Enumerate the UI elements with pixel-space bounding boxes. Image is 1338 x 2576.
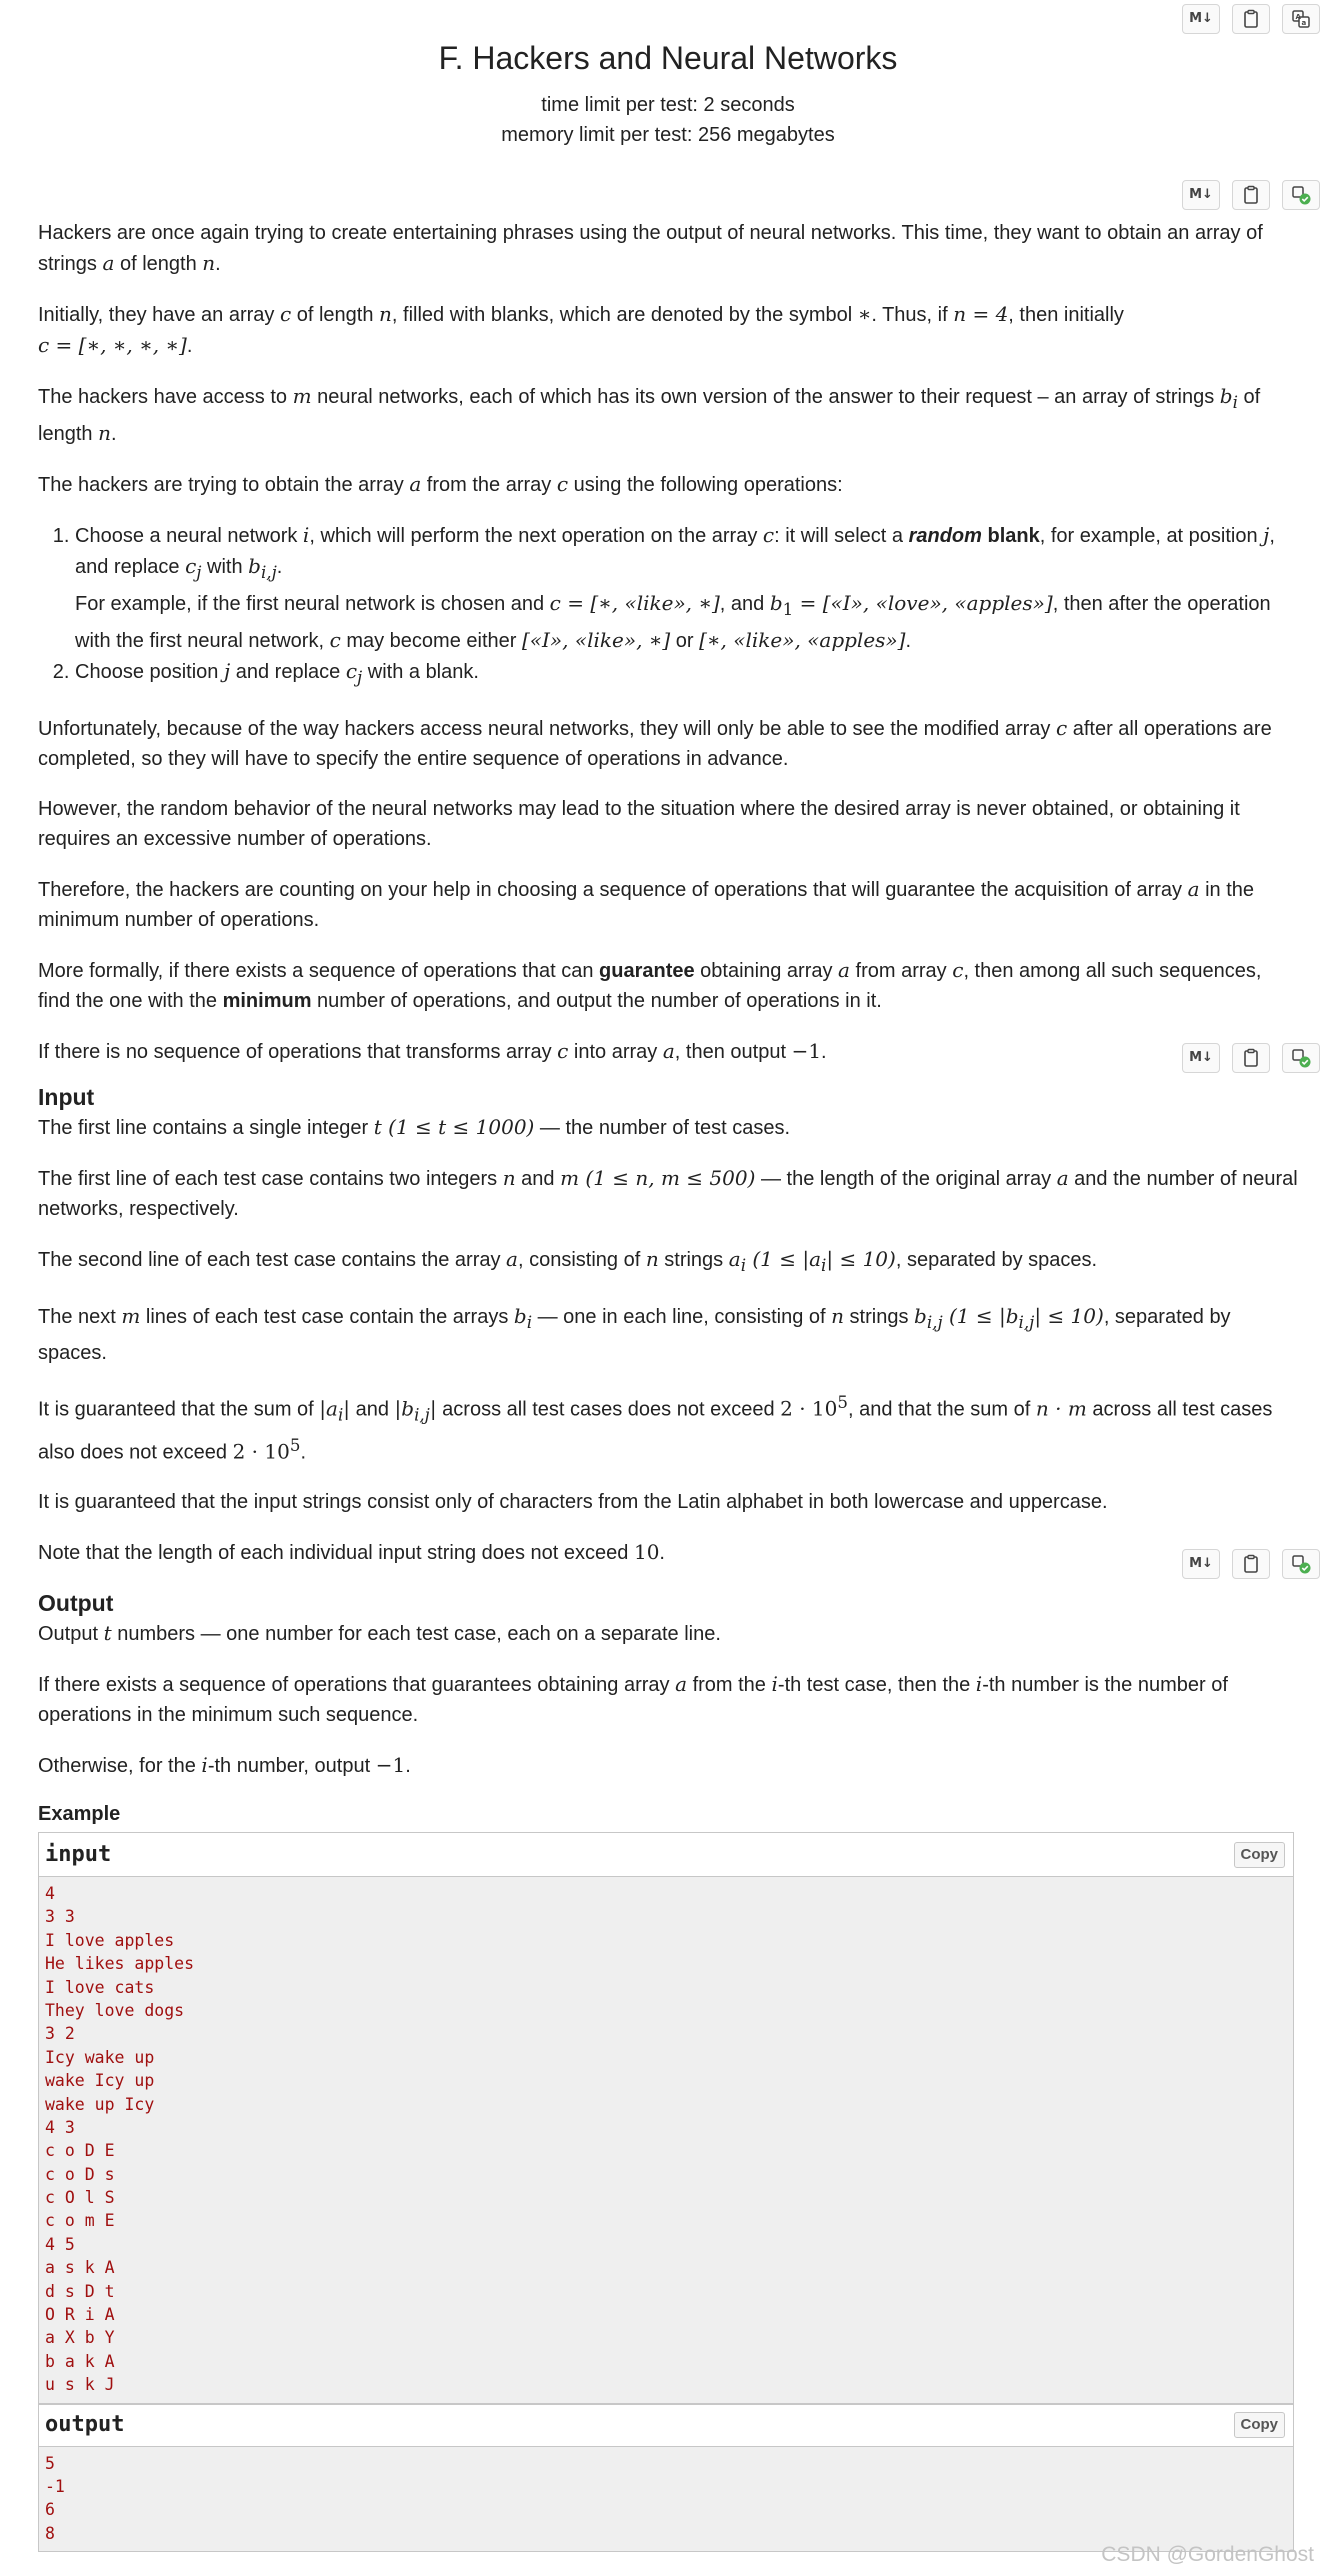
clipboard-icon [1241,185,1261,205]
input-line: a X b Y [45,2328,115,2348]
statement-paragraph: Unfortunately, because of the way hackers access neural networks, they will only be able to see the modified array c after all operations are completed, so they will have to specify the entire sequence of operations in advance. [38,716,1272,770]
output-line: -1 [45,2476,65,2496]
input-toolbar [1182,1043,1320,1073]
problem-title: F. Hackers and Neural Networks [438,40,898,76]
input-paragraph: Note that the length of each individual input string does not exceed 10. [38,1540,665,1565]
operations-list [38,520,1298,693]
input-line: wake Icy up [45,2071,155,2091]
input-line: c o D s [45,2164,115,2184]
output-header [39,2403,1293,2447]
example-section [38,1800,1294,2552]
output-toolbar [1182,1549,1320,1579]
input-line: I love apples [45,1930,175,1950]
time-limit: time limit per test: 2 seconds [541,94,795,116]
input-line: c o m E [45,2211,115,2231]
input-header [39,1833,1293,1877]
example-title: Example [38,1803,121,1825]
input-line: c O l S [45,2188,115,2208]
input-line: 4 5 [45,2234,75,2254]
clipboard-icon [1241,1048,1261,1068]
example-box [38,1832,1294,2552]
output-paragraph: If there exists a sequence of operations that guarantees obtaining array a from the i-th test case, then the i-th number is the number of operations in the minimum such sequence. [38,1672,1228,1726]
svg-text:a: a [1301,19,1307,27]
copy-input-button[interactable]: Copy [1234,1842,1286,1868]
svg-text:A: A [1295,13,1301,21]
clipboard-icon [1241,1554,1261,1574]
input-line: u s k J [45,2375,115,2395]
markdown-button[interactable] [1182,1043,1220,1073]
statement-paragraph: Hackers are once again trying to create entertaining phrases using the output of neural networks. This time, they want to obtain an array of strings a of length n. [38,222,1263,275]
input-line: He likes apples [45,1954,195,1974]
markdown-button[interactable] [1182,180,1220,210]
input-line: wake up Icy [45,2094,155,2114]
statement-paragraph: The hackers have access to m neural networks, each of which has its own version of the answer to their request – an array of strings $b_i$ of length n. [38,384,1261,445]
sample-output[interactable] [39,2447,1293,2552]
input-line: They love dogs [45,2000,185,2020]
output-line: 8 [45,2523,55,2543]
input-line: 4 [45,1884,55,1903]
copy-clipboard-button[interactable] [1232,180,1270,210]
input-label: input [45,1841,112,1867]
translated-check-icon [1291,1554,1311,1574]
statement-paragraph: More formally, if there exists a sequence of operations that can guarantee obtaining array a from array c, then among all such sequences, find the one with the minimum number of operations, and output the number of operations in it. [38,958,1262,1012]
memory-limit: memory limit per test: 256 megabytes [501,124,835,146]
input-line: c o D E [45,2141,115,2161]
copy-clipboard-button[interactable] [1232,4,1270,34]
statement-paragraph: However, the random behavior of the neural networks may lead to the situation where the desired array is never obtained, or obtaining it requires an excessive number of operations. [38,798,1240,850]
copy-output-button[interactable]: Copy [1234,2412,1286,2438]
input-paragraph: The next m lines of each test case contain the arrays $b_i$ — one in each line, consisting of n strings $b_{i,j}$ $(1 \le |b_{i,j}| \le 10)$, separated by spaces. [38,1304,1231,1364]
markdown-icon: M↓ [1189,11,1213,26]
output-paragraph: Otherwise, for the i-th number, output −1. [38,1753,411,1777]
statement-paragraph: The hackers are trying to obtain the array a from the array c using the following operations: [38,472,843,496]
translate-icon [1291,9,1311,29]
statement-paragraph: If there is no sequence of operations that transforms array c into array a, then output −1. [38,1039,827,1063]
statement-paragraph: Initially, they have an array c of length n, filled with blanks, which are denoted by the symbol ∗. Thus, if n = 4, then initially c = [∗, ∗, ∗, ∗]. [38,302,1124,357]
copy-clipboard-button[interactable] [1232,1043,1270,1073]
sample-input[interactable] [39,1877,1293,2403]
output-paragraph: Output t numbers — one number for each test case, each on a separate line. [38,1621,721,1645]
translated-check-button[interactable] [1282,1549,1320,1579]
input-section-title: Input [38,1084,95,1110]
translate-button[interactable] [1282,4,1320,34]
statement-paragraph: Therefore, the hackers are counting on your help in choosing a sequence of operations that will guarantee the acquisition of array a in the minimum number of operations. [38,877,1255,931]
markdown-button[interactable] [1182,1549,1220,1579]
markdown-icon: M↓ [1189,1050,1213,1065]
markdown-icon: M↓ [1189,187,1213,202]
input-line: I love cats [45,1977,155,1997]
input-line: O R i A [45,2305,115,2325]
input-paragraph: It is guaranteed that the input strings consist only of characters from the Latin alphabet in both lowercase and uppercase. [38,1491,1108,1514]
watermark: CSDN @GordenGhost [1101,2543,1314,2566]
output-section-title: Output [38,1590,114,1616]
problem-header [38,0,1298,150]
translated-check-icon [1291,185,1311,205]
input-line: 3 3 [45,1907,75,1927]
output-line: 5 [45,2453,55,2473]
input-line: b a k A [45,2351,115,2371]
input-paragraph: It is guaranteed that the sum of $|a_i|$ and $|b_{i,j}|$ across all test cases does not exceed $2 \cdot 10^5$, and that the sum of n · m across all test cases also does not exceed $2 \cdot 10^5$. [38,1393,1273,1464]
header-toolbar [1182,4,1320,34]
list-item: 1. Choose a neural network i, which will perform the next operation on the array c: it will select a random blank, for example, at position j, and replace $c_j$ with $b_{i,j}$. For example, if the first neural network is chosen and c = [∗, «like», ∗], and $b_1$ = [«I», «love», «apples»], then after the operation with the first neural network, c may become either [«I», «like», ∗] or [∗, «like», «apples»]. [75,520,1298,656]
input-section [38,1082,1298,1588]
markdown-icon: M↓ [1189,1556,1213,1571]
markdown-button[interactable] [1182,4,1220,34]
input-line: Icy wake up [45,2047,155,2067]
input-line: a s k A [45,2258,115,2278]
input-paragraph: The second line of each test case contains the array a, consisting of n strings $a_i$ $(1 \le |a_i| \le 10)$, separated by spaces. [38,1247,1098,1275]
list-item: 2. Choose position j and replace $c_j$ with a blank. [75,656,1298,693]
translated-check-icon [1291,1048,1311,1068]
input-line: 3 2 [45,2024,75,2044]
statement-toolbar [1182,180,1320,210]
translated-check-button[interactable] [1282,180,1320,210]
copy-clipboard-button[interactable] [1232,1549,1270,1579]
translated-check-button[interactable] [1282,1043,1320,1073]
output-line: 6 [45,2500,55,2520]
output-label: output [45,2412,125,2438]
output-section [38,1588,1298,1801]
clipboard-icon [1241,9,1261,29]
input-paragraph: The first line contains a single integer t (1 ≤ t ≤ 1000) — the number of test cases. [38,1115,791,1139]
input-paragraph: The first line of each test case contains two integers n and m (1 ≤ n, m ≤ 500) — the length of the original array a and the number of neural networks, respectively. [38,1166,1298,1220]
problem-statement [38,218,1298,1087]
input-line: 4 3 [45,2117,75,2137]
input-line: d s D t [45,2281,115,2301]
